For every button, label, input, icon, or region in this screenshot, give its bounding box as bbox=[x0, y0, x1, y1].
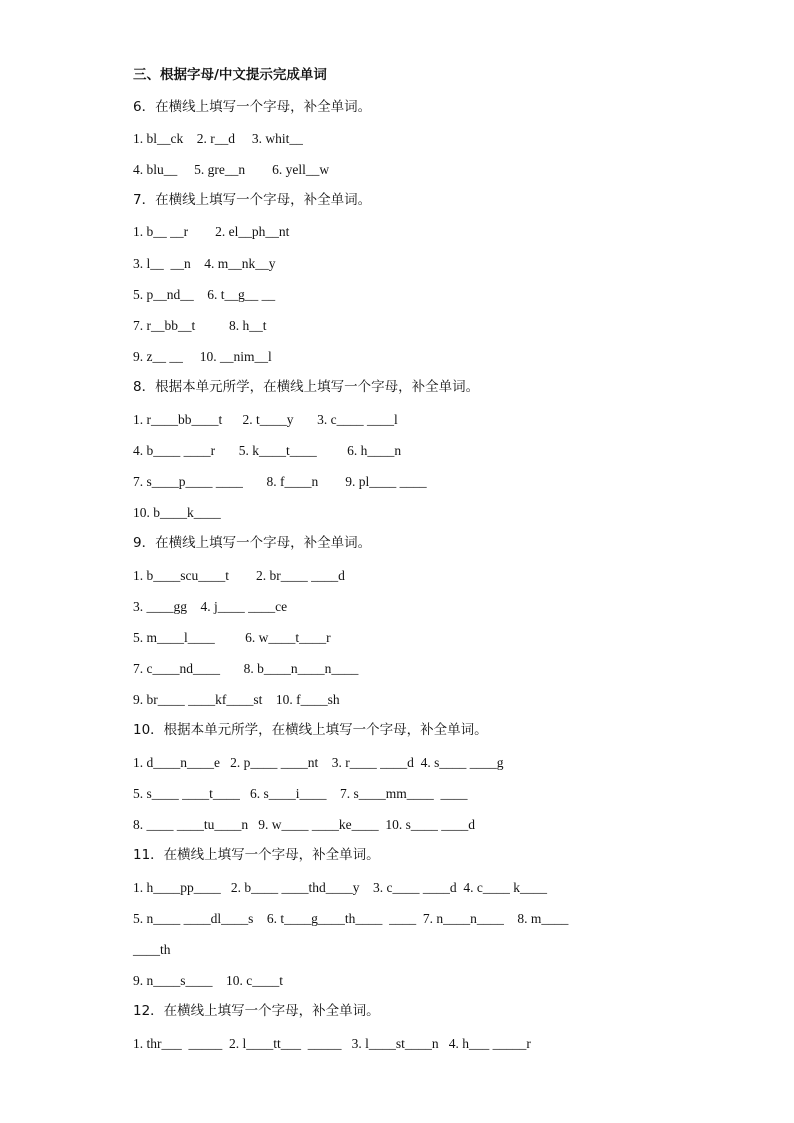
question-7-row-3: 5. p__nd__ 6. t__g__ __ bbox=[133, 287, 276, 302]
question-8-row-2: 4. b____ ____r 5. k____t____ 6. h____n bbox=[133, 443, 402, 458]
question-9-row-1: 1. b____scu____t 2. br____ ____d bbox=[133, 568, 345, 583]
question-10-row-3: 8. ____ ____tu____n 9. w____ ____ke____ 10. s____ ____d bbox=[133, 817, 475, 832]
question-7-instruction: 7．在横线上填写一个字母，补全单词。 bbox=[133, 192, 372, 208]
question-6-row-1: 1. bl__ck 2. r__d 3. whit__ bbox=[133, 131, 303, 146]
section-title: 三、根据字母/中文提示完成单词 bbox=[133, 67, 327, 83]
question-11-row-2-continued: ____th bbox=[133, 942, 171, 957]
question-6-instruction: 6．在横线上填写一个字母，补全单词。 bbox=[133, 99, 372, 115]
question-6-row-2: 4. blu__ 5. gre__n 6. yell__w bbox=[133, 162, 330, 177]
question-9-row-3: 5. m____l____ 6. w____t____r bbox=[133, 630, 331, 645]
question-9-instruction: 9．在横线上填写一个字母，补全单词。 bbox=[133, 535, 372, 551]
question-9-row-4: 7. c____nd____ 8. b____n____n____ bbox=[133, 661, 359, 676]
question-7-row-1: 1. b__ __r 2. el__ph__nt bbox=[133, 224, 290, 239]
question-11-instruction: 11．在横线上填写一个字母，补全单词。 bbox=[133, 847, 380, 863]
question-11-row-3: 9. n____s____ 10. c____t bbox=[133, 973, 283, 988]
question-7-row-4: 7. r__bb__t 8. h__t bbox=[133, 318, 267, 333]
question-8-row-3: 7. s____p____ ____ 8. f____n 9. pl____ ____ bbox=[133, 474, 427, 489]
question-8-row-4: 10. b____k____ bbox=[133, 505, 221, 520]
question-12-row-1: 1. thr___ _____ 2. l____tt___ _____ 3. l____st____n 4. h___ _____r bbox=[133, 1036, 531, 1051]
question-10-row-2: 5. s____ ____t____ 6. s____i____ 7. s____mm____ ____ bbox=[133, 786, 468, 801]
question-11-row-1: 1. h____pp____ 2. b____ ____thd____y 3. c____ ____d 4. c____ k____ bbox=[133, 880, 547, 895]
question-9-row-5: 9. br____ ____kf____st 10. f____sh bbox=[133, 692, 340, 707]
question-12-instruction: 12．在横线上填写一个字母，补全单词。 bbox=[133, 1003, 380, 1019]
question-8-instruction: 8．根据本单元所学，在横线上填写一个字母，补全单词。 bbox=[133, 379, 480, 395]
question-7-row-2: 3. l__ __n 4. m__nk__y bbox=[133, 256, 276, 271]
question-7-row-5: 9. z__ __ 10. __nim__l bbox=[133, 349, 272, 364]
question-10-row-1: 1. d____n____e 2. p____ ____nt 3. r____ ____d 4. s____ ____g bbox=[133, 755, 504, 770]
question-8-row-1: 1. r____bb____t 2. t____y 3. c____ ____l bbox=[133, 412, 398, 427]
question-10-instruction: 10．根据本单元所学，在横线上填写一个字母，补全单词。 bbox=[133, 722, 488, 738]
question-9-row-2: 3. ____gg 4. j____ ____ce bbox=[133, 599, 288, 614]
question-11-row-2: 5. n____ ____dl____s 6. t____g____th____ ____ 7. n____n____ 8. m____ bbox=[133, 911, 569, 926]
